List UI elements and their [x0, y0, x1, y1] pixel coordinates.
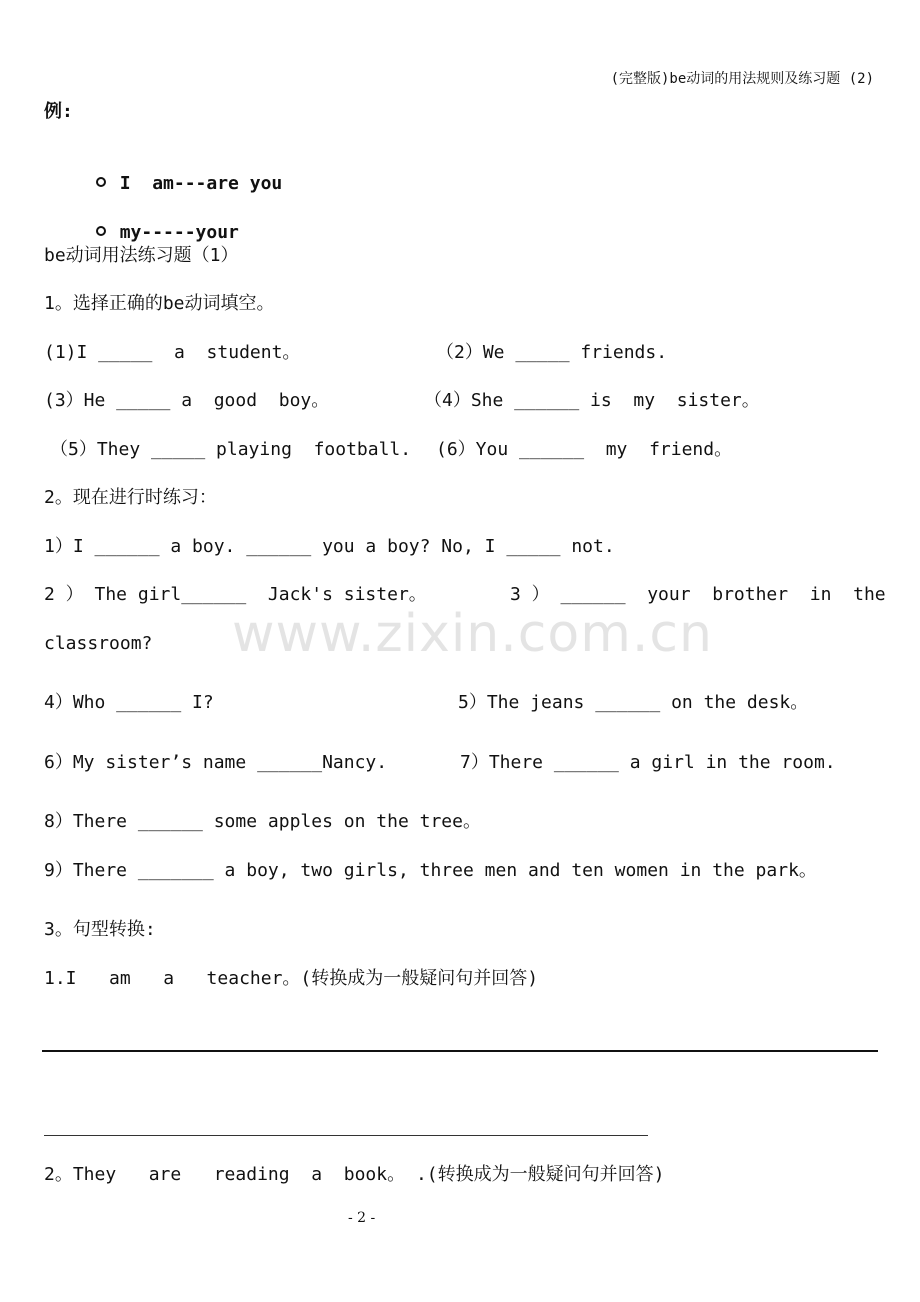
- exercise-item: 1）I ______ a boy. ______ you a boy? No, I _____ not.: [44, 536, 615, 557]
- exercise-item: (1)I _____ a student。: [44, 342, 301, 363]
- exercise-item: （4）She ______ is my sister。: [424, 390, 760, 411]
- part2-heading: 2。现在进行时练习：: [44, 487, 217, 508]
- example-bullet-text: my-----your: [119, 222, 239, 243]
- watermark: www.zixin.com.cn: [232, 604, 713, 664]
- exercise-item: 3 ） ______ your brother in the: [510, 584, 886, 605]
- document-header: (完整版)be动词的用法规则及练习题 (2): [610, 71, 874, 87]
- example-bullet-item: [74, 197, 239, 245]
- exercise-item: classroom?: [44, 633, 153, 654]
- page-number: - 2 -: [348, 1210, 376, 1226]
- example-label: 例:: [44, 101, 73, 122]
- exercise-item: 2 ） The girl______ Jack's sister。: [44, 584, 427, 605]
- bullet-icon: [96, 226, 106, 236]
- example-bullet-text: I am---are you: [119, 173, 283, 194]
- exercise-item: 6）My sister’s name ______Nancy.: [44, 752, 388, 773]
- exercise-item: 5）The jeans ______ on the desk。: [458, 692, 809, 713]
- exercise-item: （2）We _____ friends.: [436, 342, 668, 363]
- section-title: be动词用法练习题（1）: [44, 245, 239, 266]
- exercise-item: (6）You ______ my friend。: [436, 439, 733, 460]
- answer-line: [42, 1050, 878, 1052]
- answer-line: [44, 1135, 648, 1136]
- part1-heading: 1。选择正确的be动词填空。: [44, 293, 275, 314]
- exercise-item: 2。They are reading a book。 .(转换成为一般疑问句并回答): [44, 1164, 665, 1185]
- part3-heading: 3。句型转换:: [44, 919, 156, 940]
- bullet-icon: [96, 177, 106, 187]
- exercise-item: 9）There _______ a boy, two girls, three men and ten women in the park。: [44, 860, 817, 881]
- exercise-item: 8）There ______ some apples on the tree。: [44, 811, 481, 832]
- exercise-item: (3）He _____ a good boy。: [44, 390, 330, 411]
- example-bullet-item: [74, 148, 282, 196]
- exercise-item: 7）There ______ a girl in the room.: [460, 752, 836, 773]
- exercise-item: （5）They _____ playing football.: [50, 439, 412, 460]
- exercise-item: 4）Who ______ I?: [44, 692, 214, 713]
- exercise-item: 1.I am a teacher。(转换成为一般疑问句并回答): [44, 968, 539, 989]
